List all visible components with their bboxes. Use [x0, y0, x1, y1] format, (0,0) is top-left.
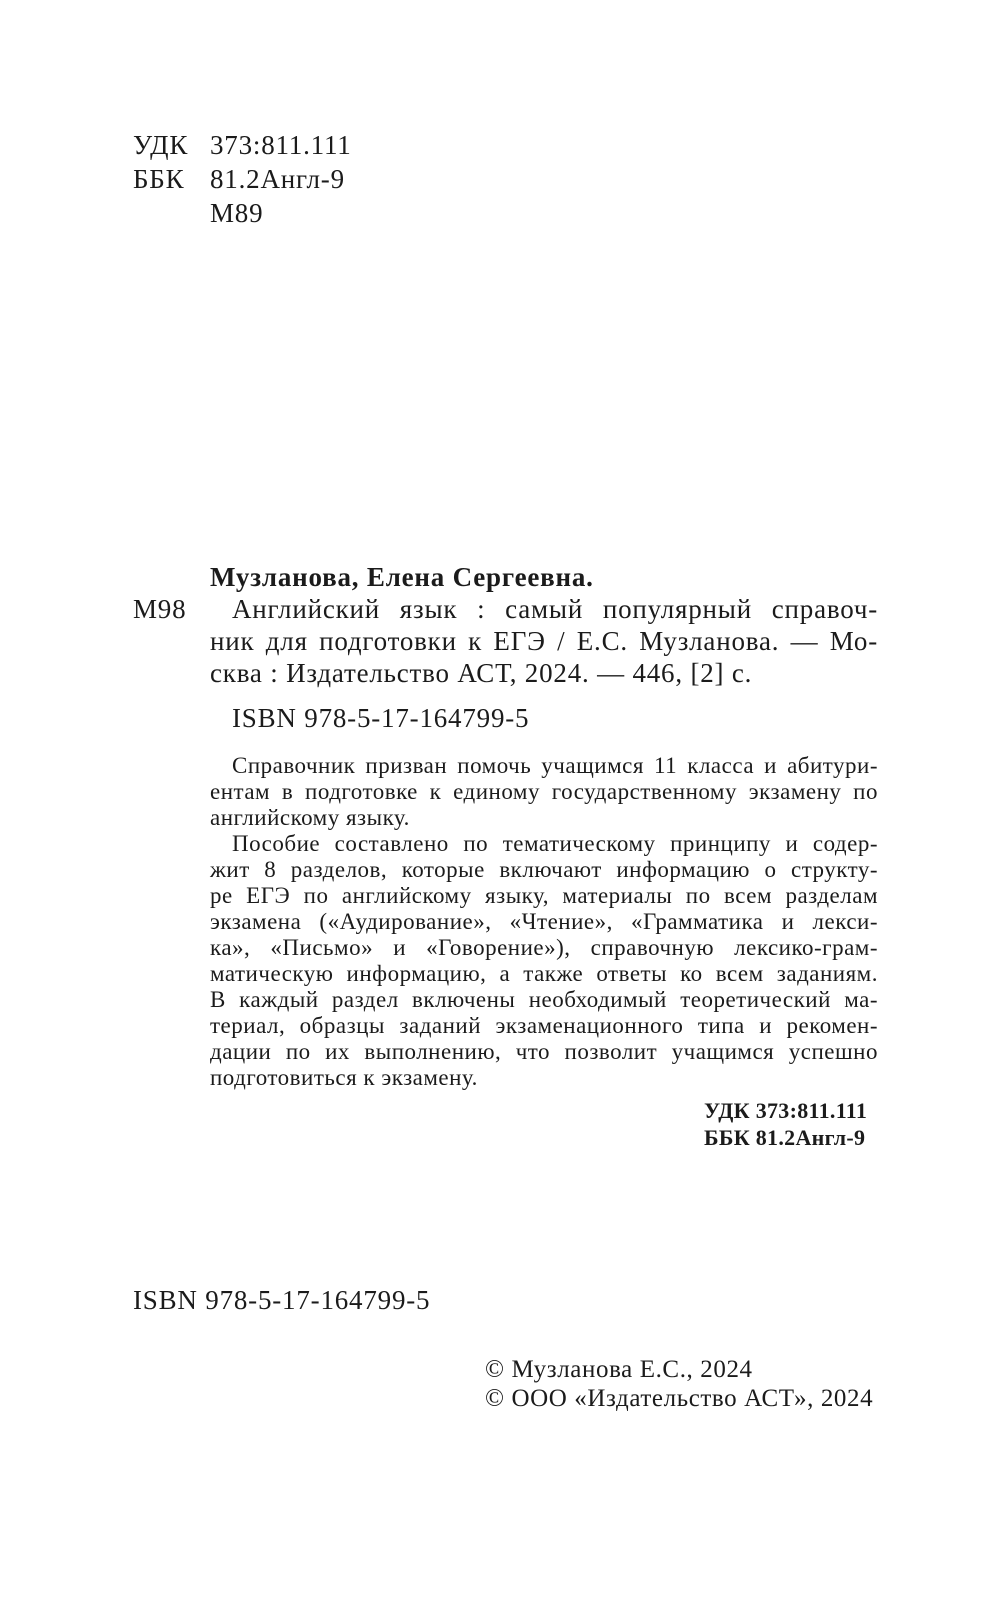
annotation-line: матическую информацию, а также ответы ко всем заданиям.	[210, 961, 878, 986]
bibliographic-entry	[210, 561, 878, 689]
bbk-row	[133, 162, 352, 196]
entry-line: Английский язык : самый популярный справоч-	[232, 594, 878, 624]
udk-value: 373:811.111	[210, 130, 352, 160]
annotation-line: экзамена («Аудирование», «Чтение», «Грамматика и лекси-	[210, 909, 878, 934]
annotation-line: Пособие составлено по тематическому принципу и содер-	[232, 831, 878, 856]
entry-line: ник для подготовки к ЕГЭ / Е.С. Музланова. — Мо-	[210, 626, 878, 656]
annotation-line: подготовиться к экзамену.	[210, 1065, 478, 1090]
annotation-line: териал, образцы заданий экзаменационного типа и рекомен-	[210, 1013, 878, 1038]
annotation-line: английскому языку.	[210, 805, 410, 830]
author-mark-row	[133, 196, 352, 230]
entry-line: сква : Издательство АСТ, 2024. — 446, [2] с.	[210, 658, 753, 688]
classification-header	[133, 128, 352, 230]
annotation-line: ка», «Письмо» и «Говорение»), справочную лексико-грам-	[210, 935, 878, 960]
bbk-label: ББК	[133, 164, 185, 194]
copyright-author: © Музланова Е.С., 2024	[485, 1356, 753, 1383]
copyright-publisher: © ООО «Издательство АСТ», 2024	[485, 1385, 874, 1412]
author-mark: М89	[210, 198, 264, 228]
annotation-line: В каждый раздел включены необходимый теоретический ма-	[210, 987, 878, 1012]
annotation	[210, 753, 878, 1091]
annotation-line: дации по их выполнению, что позволит учащимся успешно	[210, 1039, 878, 1064]
udk-row	[133, 128, 352, 162]
footer-codes	[704, 1097, 867, 1151]
entry-isbn: ISBN 978-5-17-164799-5	[232, 703, 530, 733]
copyright-block	[485, 1355, 873, 1413]
footer-bbk: ББК 81.2Англ-9	[704, 1125, 866, 1150]
bbk-value: 81.2Англ-9	[210, 164, 345, 194]
entry-author: Музланова, Елена Сергеевна.	[210, 562, 594, 592]
annotation-line: ентам в подготовке к единому государственному экзамену по	[210, 779, 878, 804]
footer-udk: УДК 373:811.111	[704, 1098, 868, 1123]
entry-author-mark: М98	[133, 594, 187, 624]
annotation-line: Справочник призван помочь учащимся 11 класса и абитури-	[232, 753, 878, 778]
udk-label: УДК	[133, 130, 189, 160]
isbn: ISBN 978-5-17-164799-5	[133, 1285, 431, 1315]
annotation-line: жит 8 разделов, которые включают информацию о структу-	[210, 857, 878, 882]
annotation-line: ре ЕГЭ по английскому языку, материалы по всем разделам	[210, 883, 878, 908]
